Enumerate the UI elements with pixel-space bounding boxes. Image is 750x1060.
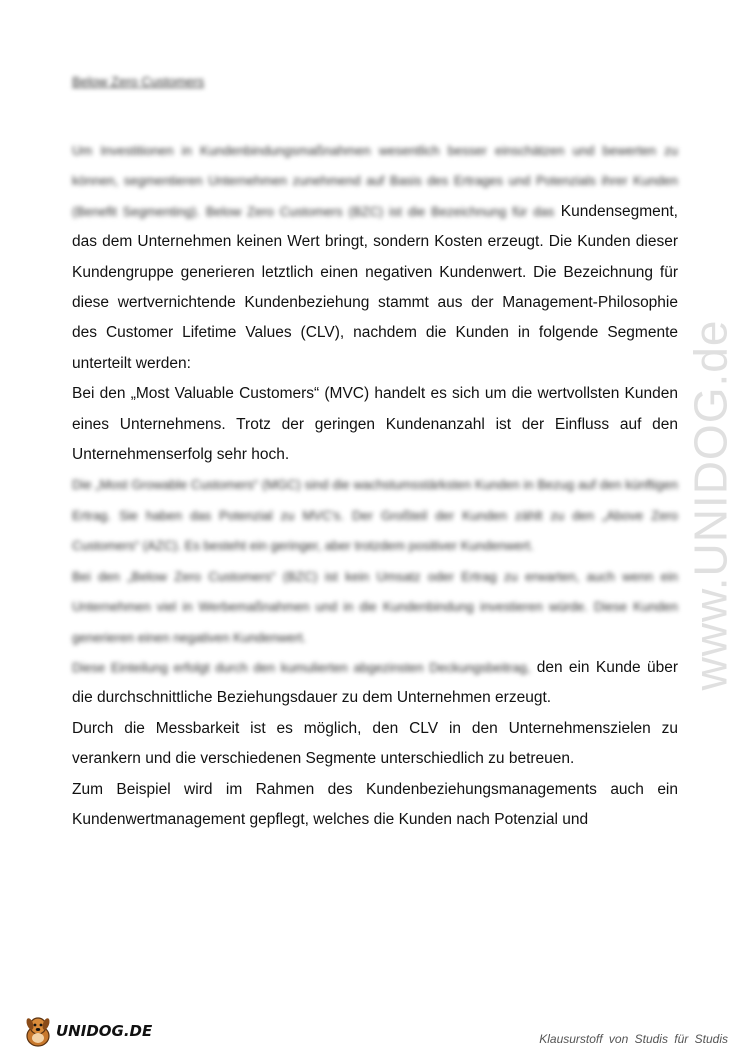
blurred-text: Diese Einteilung erfolgt durch den kumulierten abgezinsten Deckungsbeitrag, [72, 659, 531, 675]
blurred-text: Die „Most Growable Customers“ (MGC) sind die wachstumsstärksten Kunden in Bezug auf den künftigen Ertrag. Sie haben das Potenzial zu MVC's. Der Großteil der Kunden zählt zu den „Above Zero Customers“ (AZC). Es besteht ein geringer, aber trotzdem positiver Kundenwert. [72, 477, 678, 554]
paragraph [72, 379, 678, 470]
clear-text: Durch die Messbarkeit ist es möglich, den CLV in den Unternehmenszielen zu verankern und die verschiedenen Segmente unterschiedlich zu betreuen. [72, 719, 678, 768]
watermark-text: www.UNIDOG.de [684, 319, 737, 691]
clear-text: Bei den „Most Valuable Customers“ (MVC) handelt es sich um die wertvollsten Kunden eines Unternehmens. Trotz der geringen Kundenanzahl ist der Einfluss auf den Unternehmenserfolg sehr hoch. [72, 385, 678, 464]
paragraph [72, 562, 678, 653]
document-heading: Below Zero Customers [72, 74, 205, 89]
document-body [72, 72, 678, 835]
logo-text: UNIDOG.DE [56, 1022, 153, 1040]
clear-text: Kundensegment, das dem Unternehmen keinen Wert bringt, sondern Kosten erzeugt. Die Kunden dieser Kundengruppe generieren letztlich einen negativen Kundenwert. Die Bezeichnung für diese wertvernichtende Kundenbeziehung stammt aus der Management-Philosophie des Customer Lifetime Values (CLV), nachdem die Kunden in folgende Segmente unterteilt werden: [72, 202, 678, 372]
paragraph [72, 775, 678, 836]
blurred-text: Bei den „Below Zero Customers“ (BZC) ist kein Umsatz oder Ertrag zu erwarten, auch wenn ein Unternehmen viel in Werbemaßnahmen und in die Kundenbindung investieren würde. Diese Kunden generieren einen negativen Kundenwert. [72, 568, 678, 645]
footer-tagline: Klausurstoff von Studis für Studis [539, 1032, 728, 1046]
paragraph [72, 470, 678, 561]
paragraph [72, 653, 678, 714]
clear-text: Zum Beispiel wird im Rahmen des Kundenbeziehungsmanagements auch ein Kundenwertmanagement gepflegt, welches die Kunden nach Potenzial und [72, 780, 678, 828]
blurred-text: Um Investitionen in Kundenbindungsmaßnahmen wesentlich besser einschätzen und bewerten zu können, segmentieren Unternehmen zunehmend auf Basis des Ertrages und Potenzials ihrer Kunden (Benefit Segmenting). Below Zero Customers (BZC) ist die Bezeichnung für das [72, 143, 678, 219]
paragraph [72, 714, 678, 775]
dog-icon [22, 1014, 54, 1048]
unidog-logo [22, 1014, 152, 1048]
clear-text: den ein Kunde über die durchschnittliche Beziehungsdauer zu dem Unternehmen erzeugt. [72, 658, 678, 707]
paragraph [72, 136, 678, 379]
watermark [680, 270, 740, 740]
